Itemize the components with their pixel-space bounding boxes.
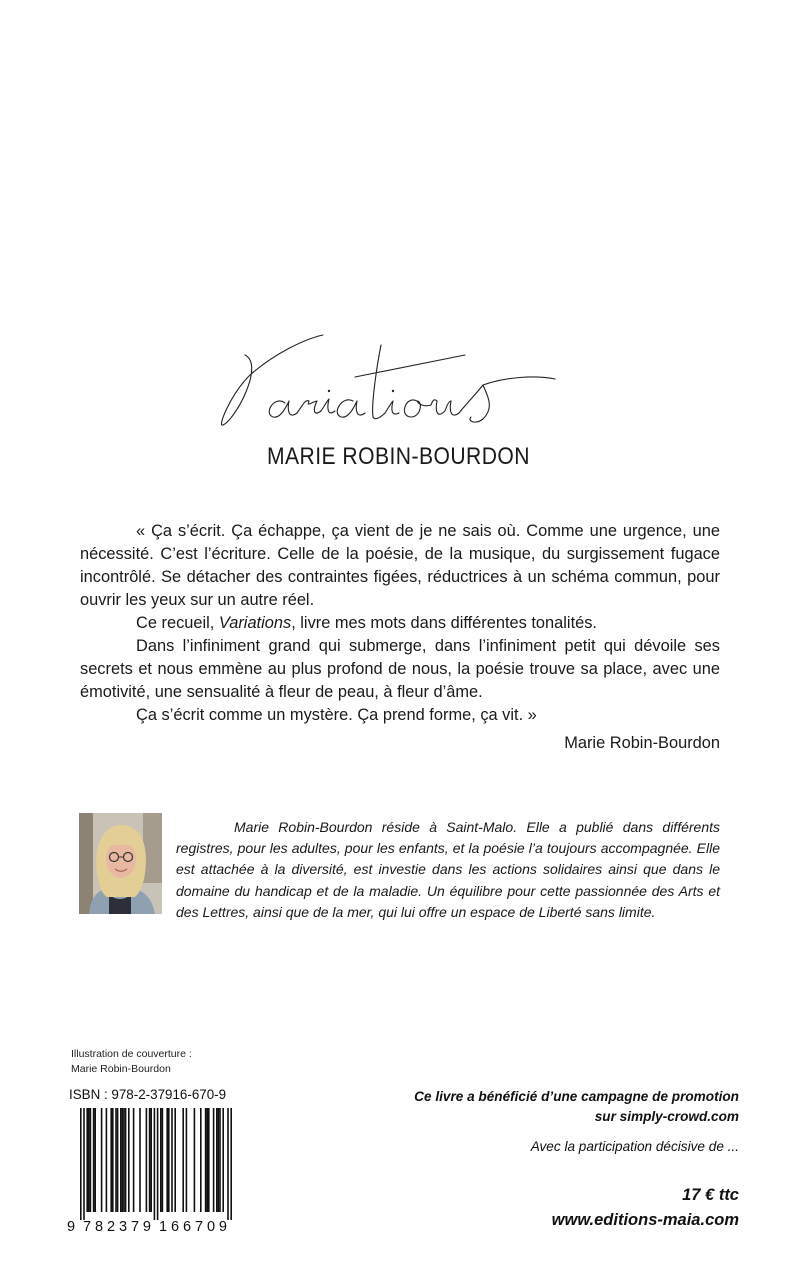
barcode-bar xyxy=(160,1108,162,1212)
blurb-signature: Marie Robin-Bourdon xyxy=(564,734,720,752)
barcode-bar xyxy=(208,1108,210,1212)
barcode-bar xyxy=(90,1108,92,1212)
author-name-header: MARIE ROBIN-BOURDON xyxy=(266,443,530,470)
barcode-bar xyxy=(227,1108,229,1220)
dot-mark xyxy=(392,390,394,392)
barcode-bar xyxy=(230,1108,232,1220)
barcode-bar xyxy=(200,1108,202,1212)
barcode-bar xyxy=(101,1108,103,1212)
barcode-bar xyxy=(186,1108,188,1212)
barcode-bar xyxy=(128,1108,130,1212)
blurb-paragraph: Ce recueil, Variations, livre mes mots dans différentes tonalités. xyxy=(136,614,597,632)
barcode-bar xyxy=(150,1108,152,1212)
barcode-bar xyxy=(110,1108,112,1212)
blurb-paragraph: Dans l’infiniment grand qui submerge, dans l’infiniment petit qui dévoile ses secrets et nous emmène au plus profond de nous, la poésie trouve sa place, avec une émotivité, une sensualité à fleur de peau, à fleur d’âme. xyxy=(80,637,720,701)
barcode-bar xyxy=(112,1108,114,1212)
blurb-paragraph: « Ça s’écrit. Ça échappe, ça vient de je ne sais où. Comme une urgence, une nécessité. C’est l’écriture. Celle de la poésie, de la musique, du surgissement fugace incontrôlé. Se détacher des contraintes figées, réductrices à un schéma commun, pour ouvrir les yeux sur un autre réel. xyxy=(80,522,720,609)
barcode-bar xyxy=(146,1108,148,1212)
publisher-website: www.editions-maia.com xyxy=(551,1211,739,1229)
barcode-digits-left: 782379 xyxy=(83,1219,151,1232)
blurb-title-italic: Variations xyxy=(218,614,292,632)
barcode-bar xyxy=(133,1108,135,1212)
author-photo xyxy=(79,813,162,914)
barcode-bar xyxy=(120,1108,122,1212)
dot-mark xyxy=(328,390,330,392)
barcode-bar xyxy=(174,1108,176,1212)
barcode-bar xyxy=(94,1108,96,1212)
barcode-bar xyxy=(86,1108,88,1212)
barcode-bar xyxy=(122,1108,124,1212)
barcode-bar xyxy=(171,1108,173,1212)
barcode-bar xyxy=(106,1108,108,1212)
barcode-bar xyxy=(117,1108,119,1212)
book-title-script xyxy=(205,325,585,440)
barcode-bar xyxy=(166,1108,168,1212)
book-blurb xyxy=(80,520,720,727)
author-bio: Marie Robin-Bourdon réside à Saint-Malo. Elle a publié dans différents registres, pour les adultes, pour les enfants, et la poésie l’a toujours accompagnée. Elle est attachée à la diversité, est investie dans les actions solidaires ainsi que dans le domaine du handicap et de la maladie. Un équilibre pour cette passionnée des Arts et des Lettres, ainsi que de la mer, qui lui offre un espace de Liberté sans limite. xyxy=(176,819,720,920)
barcode-bar xyxy=(83,1108,85,1220)
barcode-bar xyxy=(216,1108,218,1212)
barcode-bar xyxy=(219,1108,221,1212)
barcode-bar xyxy=(154,1108,156,1220)
barcode-bar xyxy=(205,1108,207,1212)
barcode-bar xyxy=(125,1108,127,1212)
barcode-bar xyxy=(115,1108,117,1212)
barcode-digit-first: 9 xyxy=(67,1219,76,1232)
barcode-bar xyxy=(80,1108,82,1220)
barcode-bar xyxy=(213,1108,215,1212)
barcode-bar xyxy=(218,1108,220,1212)
cover-illustration-credit: Illustration de couverture : Marie Robin-Bourdon xyxy=(71,1048,192,1075)
barcode-bar xyxy=(162,1108,164,1212)
barcode-bar xyxy=(93,1108,95,1212)
barcode-bar xyxy=(168,1108,170,1212)
isbn-barcode xyxy=(66,1108,236,1232)
participation-notice: Avec la participation décisive de ... xyxy=(530,1139,739,1154)
barcode-digits-right: 166709 xyxy=(159,1219,227,1232)
barcode-bar xyxy=(139,1108,141,1212)
promotion-notice: Ce livre a bénéficié d’une campagne de promotion sur simply-crowd.com xyxy=(414,1089,739,1124)
barcode-bar xyxy=(194,1108,196,1212)
barcode-bar xyxy=(206,1108,208,1212)
barcode-bars xyxy=(80,1108,232,1220)
barcode-bar xyxy=(123,1108,125,1212)
barcode-bar xyxy=(157,1108,159,1220)
blurb-paragraph: Ça s’écrit comme un mystère. Ça prend forme, ça vit. » xyxy=(136,706,537,724)
barcode-bar xyxy=(149,1108,151,1212)
barcode-bar xyxy=(88,1108,90,1212)
barcode-bar xyxy=(222,1108,224,1212)
book-price: 17 € ttc xyxy=(682,1186,739,1204)
barcode-bar xyxy=(182,1108,184,1212)
isbn-label: ISBN : 978-2-37916-670-9 xyxy=(69,1087,227,1102)
